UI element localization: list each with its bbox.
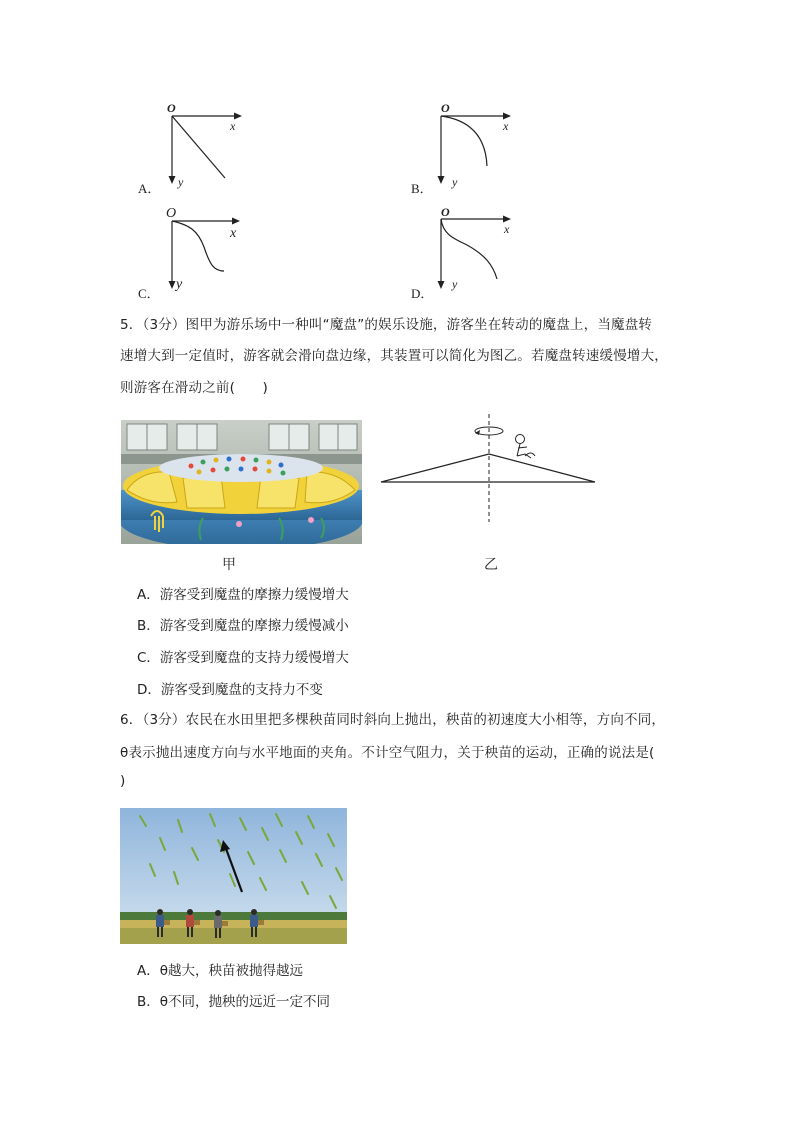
graph-d-x-label: x	[504, 222, 510, 236]
q6-option-b: B．θ不同，抛秧的远近一定不同	[137, 994, 331, 1010]
graph-b	[405, 100, 535, 196]
seedling-throwing-photo	[120, 808, 347, 944]
graph-d	[405, 205, 535, 301]
graph-a-x-label: x	[230, 119, 236, 133]
graph-a-origin: O	[167, 101, 176, 115]
q5-line-1: 5．（3分）图甲为游乐场中一种叫“魔盘”的娱乐设施，游客坐在转动的魔盘上，当魔盘转	[120, 317, 653, 333]
graph-b-curve	[441, 116, 487, 166]
graph-a-option-label: A．	[138, 181, 161, 196]
q6-line-2: θ表示抛出速度方向与水平地面的夹角。不计空气阻力，关于秧苗的运动，正确的说法是(	[120, 745, 655, 761]
q5-line-2: 速增大到一定值时，游客就会滑向盘边缘，其装置可以简化为图乙。若魔盘转速缓慢增大，	[120, 348, 668, 364]
q5-option-d: D．游客受到魔盘的支持力不变	[137, 682, 323, 698]
graph-b-x-label: x	[503, 119, 509, 133]
q6-option-a: A．θ越大，秧苗被抛得越远	[137, 963, 303, 979]
graph-b-origin: O	[441, 101, 450, 115]
graph-c	[130, 205, 260, 301]
figure-b-caption: 乙	[484, 557, 499, 573]
graph-c-option-label: C．	[138, 286, 160, 301]
graph-b-y-label: y	[452, 175, 458, 189]
graph-c-curve	[172, 221, 224, 271]
graph-d-y-label: y	[452, 277, 458, 291]
graph-d-option-label: D．	[411, 286, 434, 301]
q5-option-b: B．游客受到魔盘的摩擦力缓慢减小	[137, 618, 349, 634]
magic-disc-photo	[121, 420, 362, 544]
graph-a-y-label: y	[178, 175, 184, 189]
graph-b-option-label: B．	[411, 181, 433, 196]
q5-option-a: A．游客受到魔盘的摩擦力缓慢增大	[137, 587, 349, 603]
graph-a-curve	[172, 116, 225, 178]
graph-c-y-label: y	[176, 277, 183, 292]
q6-line-1: 6．（3分）农民在水田里把多棵秧苗同时斜向上抛出，秧苗的初速度大小相等，方向不同，	[120, 712, 666, 728]
graph-a	[130, 100, 260, 196]
graph-d-origin: O	[441, 205, 450, 219]
graph-c-x-label: x	[230, 226, 237, 241]
q5-option-c: C．游客受到魔盘的支持力缓慢增大	[137, 650, 349, 666]
cone-diagram	[375, 414, 605, 524]
graph-c-origin: O	[166, 206, 177, 221]
figure-a-caption: 甲	[222, 557, 237, 573]
q5-line-3: 则游客在滑动之前( )	[120, 380, 268, 396]
graph-d-curve	[441, 219, 497, 279]
q6-line-3: )	[120, 773, 126, 789]
